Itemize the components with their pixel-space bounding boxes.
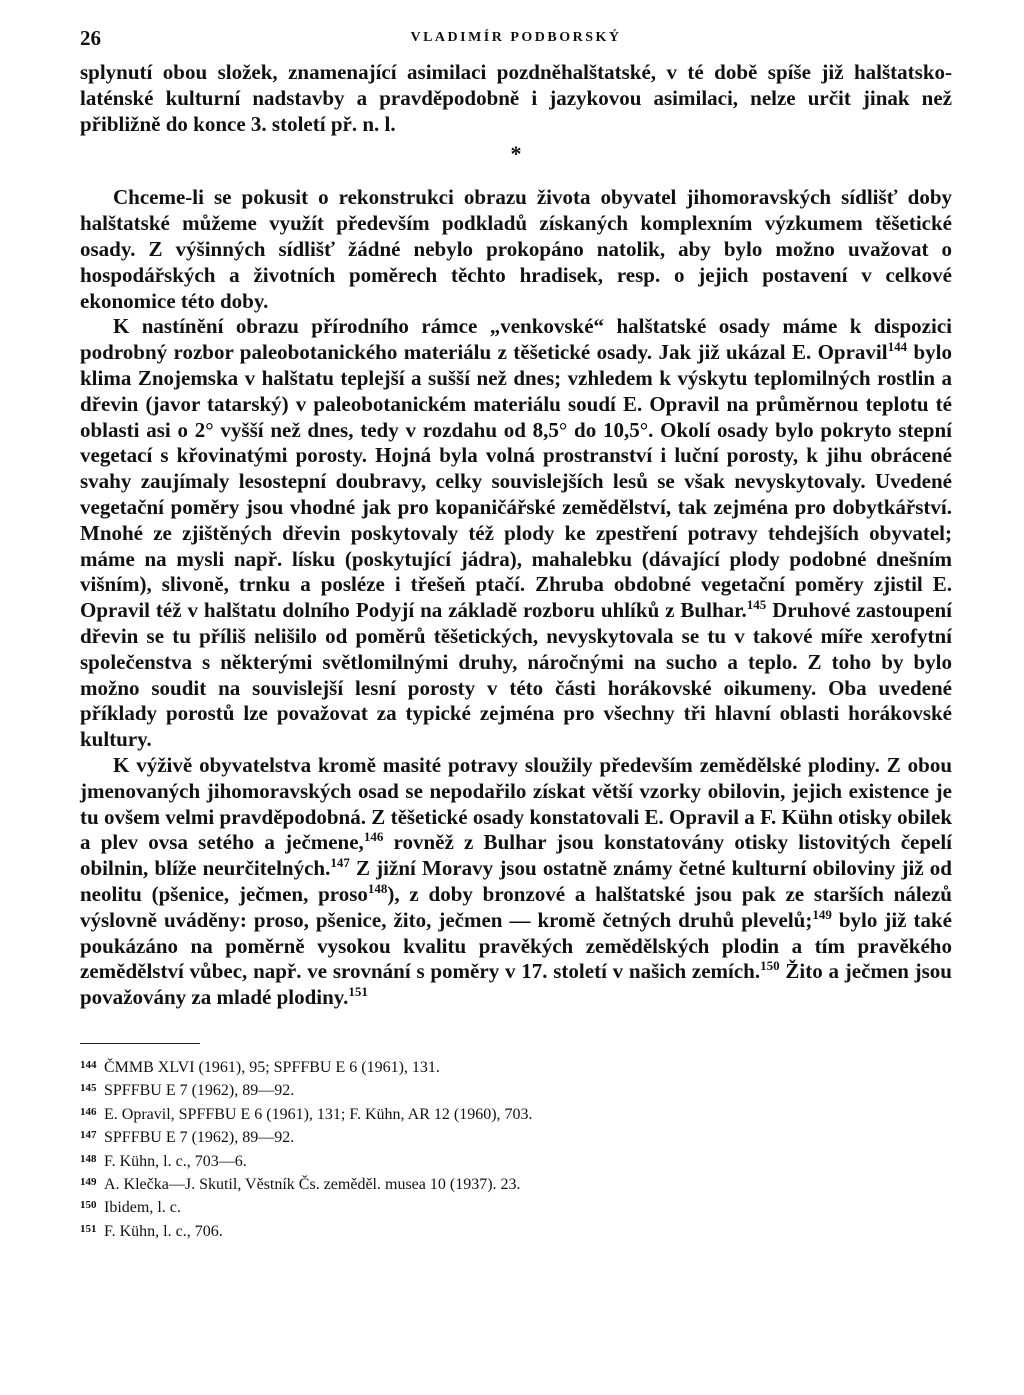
paragraph-4-text-c: Z jižní Moravy jsou ostatně známy četné kulturní obiloviny již od neolitu (pšenice, ječmen, proso xyxy=(80,856,952,906)
paragraph-3-text-c: Druhové zastoupení dřevin se tu příliš nelišilo od poměrů těšetických, nevyskytovala se tu v takové míře xerofytní společenstva s některými světlomilnými druhy, náročnými na sucho a teplo. Z toho by bylo možno soudit na souvislejší lesní porosty v této části horákovské oikumeny. Oba uvedené příklady porostů lze považovat za typické zejména pro všechny tři hlavní oblasti horákovské kultury. xyxy=(80,598,952,752)
paragraph-4-text-e: bylo již také poukázáno na poměrně vysokou kvalitu pravěkých zemědělských plodin a tím pravěkého zemědělství vůbec, např. ve srovnání s poměry v 17. století v našich zemích. xyxy=(80,907,952,984)
paragraph-3-text-a: K nastínění obrazu přírodního rámce „venkovské“ halštatské osady máme k dispozici podrobný rozbor paleobotanického materiálu z těšetické osady. Jak již ukázal E. Opravil xyxy=(80,314,952,365)
footnote xyxy=(80,1079,952,1102)
paragraph-3-text-b: bylo klima Znojemska v halštatu teplejší a sušší než dnes; vzhledem k výskytu teplomilných rostlin a dřevin (javor tatarský) v paleobotanickém materiálu soudí E. Opravil na průměrnou teplotu té oblasti asi o 2° vyšší než dnes, tedy v rozdahu od 8,5° do 10,5°. Okolí osady bylo pokryto stepní vegetací s křovinatými porosty. Hojná byla volná prostranství i luční porosty, k jihu obrácené svahy zaujímaly lesostepní doubravy, celky souvislejších lesů se však nevyskytovaly. Uvedené vegetační poměry jsou vhodné jak pro kopaničářské zemědělství, tak zejména pro dobytkářství. Mnohé ze zjištěných dřevin poskytovaly též plody ke zpestření potravy tehdejších obyvatel; máme na mysli např. lísku (poskytující jádra), mahalebku (dávající plody podobné dnešním višním), slivoně, trnku a posléze i třešeň ptačí. Zhruba obdobné vegetační poměry zjistil E. Opravil též v halštatu dolního Podyjí na základě rozboru uhlíků z Bulhar. xyxy=(80,340,953,623)
footnote-ref-150[interactable]: 150 xyxy=(760,958,780,974)
page xyxy=(80,26,952,1243)
footnote-ref-149[interactable]: 149 xyxy=(812,906,832,922)
footnote-ref-151[interactable]: 151 xyxy=(348,984,368,1000)
footnote-number: 144 xyxy=(80,1058,97,1071)
footnote-number: 149 xyxy=(80,1175,97,1188)
footnote-text: A. Klečka—J. Skutil, Věstník Čs. zeměděl. musea 10 (1937). 23. xyxy=(104,1175,521,1193)
footnote-ref-146[interactable]: 146 xyxy=(363,829,384,845)
footnote-number: 147 xyxy=(80,1129,97,1142)
footnote-number: 146 xyxy=(80,1105,97,1118)
paragraph-4-text-d: ), z doby bronzové a halštatské jsou pak ze starších nálezů výslovně uváděny: proso, pšenice, žito, ječmen — kromě četných druhů plevelů; xyxy=(80,881,952,932)
footnote-text: F. Kühn, l. c., 703—6. xyxy=(104,1152,247,1170)
footnote-ref-144[interactable]: 144 xyxy=(887,339,908,355)
footnote-ref-145[interactable]: 145 xyxy=(746,597,767,613)
page-number: 26 xyxy=(80,26,101,50)
section-separator: * xyxy=(510,141,522,167)
footnote xyxy=(80,1173,952,1196)
footnote-text: E. Opravil, SPFFBU E 6 (1961), 131; F. Kühn, AR 12 (1960), 703. xyxy=(104,1105,533,1123)
footnote xyxy=(80,1220,952,1243)
paragraph-4 xyxy=(80,753,952,1011)
footnote-ref-148[interactable]: 148 xyxy=(367,880,388,896)
footnote-text: ČMMB XLVI (1961), 95; SPFFBU E 6 (1961), 131. xyxy=(104,1058,440,1076)
footnote xyxy=(80,1150,952,1173)
footnote-number: 148 xyxy=(80,1152,97,1165)
paragraph-1: splynutí obou složek, znamenající asimilaci pozdněhalštatské, v té době spíše již halštatsko-laténské kulturní nadstavby a pravděpodobně i jazykovou asimilaci, nelze určit jinak než přibližně do konce 3. století př. n. l. xyxy=(80,60,952,136)
footnote xyxy=(80,1103,952,1126)
footnote xyxy=(80,1056,952,1079)
footnote-number: 145 xyxy=(80,1082,97,1095)
paragraph-2: Chceme-li se pokusit o rekonstrukci obrazu života obyvatel jihomoravských sídlišť doby halštatské můžeme využít především podkladů získaných komplexním výzkumem těšetické osady. Z výšinných sídlišť žádné nebylo prokopáno natolik, aby bylo možno uvažovat o hospodářských a životních poměrech těchto hradisek, resp. o jejich postavení v celkové ekonomice této doby. xyxy=(80,185,952,313)
paragraph-4-text-f: Žito a ječmen jsou považovány za mladé plodiny. xyxy=(80,959,952,1010)
footnote-text: F. Kühn, l. c., 706. xyxy=(104,1222,223,1240)
footnotes xyxy=(80,1056,952,1243)
footnote xyxy=(80,1196,952,1219)
paragraph-3 xyxy=(80,314,952,753)
footnote-text: SPFFBU E 7 (1962), 89—92. xyxy=(104,1129,295,1147)
paragraph-4-text-a: K výživě obyvatelstva kromě masité potravy sloužily především zemědělské plodiny. Z obou jmenovaných jihomoravských osad se nepodařilo získat větší vzorky obilovin, jejich existence je tu ovšem velmi pravděpodobná. Z těšetické osady konstatovali E. Opravil a F. Kühn otisky obilek a plev ovsa setého a ječmene, xyxy=(80,752,952,855)
footnote-divider xyxy=(80,1043,200,1044)
body-text xyxy=(80,60,952,1011)
footnote-text: Ibidem, l. c. xyxy=(104,1199,181,1217)
footnote-ref-147[interactable]: 147 xyxy=(330,855,350,871)
footnote-text: SPFFBU E 7 (1962), 89—92. xyxy=(104,1082,295,1100)
paragraph-4-text-b: rovněž z Bulhar jsou konstatovány otisky listovitých čepelí obilnin, blíže neurčitelných. xyxy=(80,830,952,881)
footnote-number: 150 xyxy=(80,1199,97,1212)
running-head xyxy=(80,26,952,60)
running-head-author: VLADIMÍR PODBORSKÝ xyxy=(410,30,622,45)
footnote xyxy=(80,1126,952,1149)
footnote-number: 151 xyxy=(80,1222,97,1235)
